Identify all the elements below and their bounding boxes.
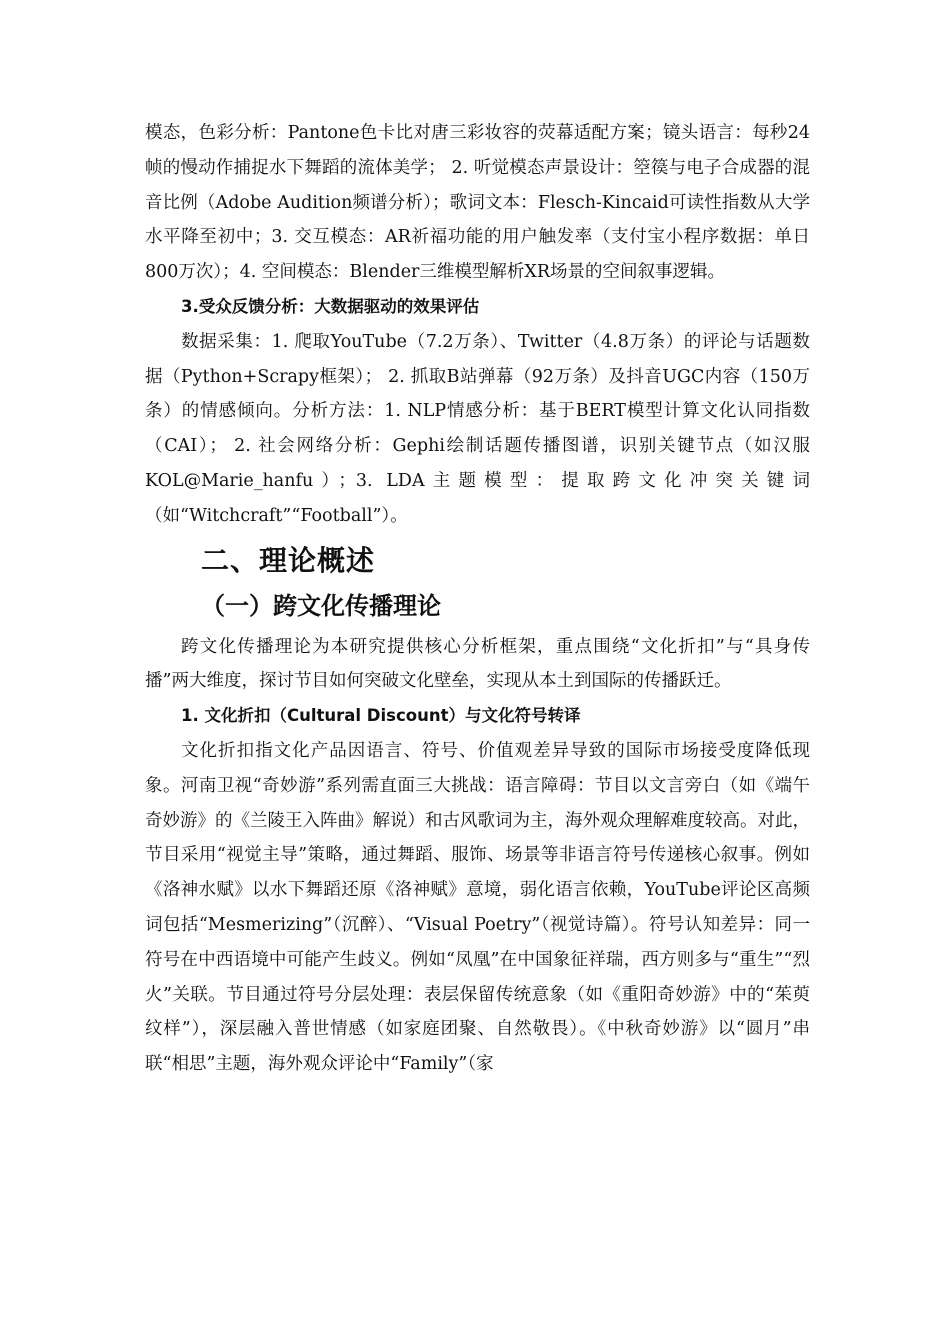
paragraph-theory-intro: 跨文化传播理论为本研究提供核心分析框架，重点围绕“文化折扣”与“具身传播”两大维度，探讨节目如何突破文化壁垒，实现从本土到国际的传播跃迁。 bbox=[145, 636, 810, 692]
heading-audience-feedback: 3.受众反馈分析：大数据驱动的效果评估 bbox=[181, 296, 480, 316]
chapter-heading: 二、理论概述 bbox=[201, 543, 376, 577]
paragraph-modality: 模态，色彩分析：Pantone色卡比对唐三彩妆容的荧幕适配方案；镜头语言：每秒24帧的慢动作捕捉水下舞蹈的流体美学； 2. 听觉模态声景设计：箜篌与电子合成器的混音比例（Adobe Audition频谱分析）；歌词文本：Flesch-Kincaid可读性指数从大学水平降至初中；3. 交互模态：AR祈福功能的用户触发率（支付宝小程序数据：单日800万次）；4. 空间模态：Blender三维模型解析XR场景的空间叙事逻辑。 bbox=[145, 123, 810, 283]
paragraph-data-collection: 数据采集：1. 爬取YouTube（7.2万条）、Twitter（4.8万条）的评论与话题数据（Python+Scrapy框架）； 2. 抓取B站弹幕（92万条）及抖音UGC内容（150万条）的情感倾向。分析方法：1. NLP情感分析：基于BERT模型计算文化认同指数（CAI）； 2. 社会网络分析：Gephi绘制话题传播图谱，识别关键节点（如汉服KOL@Marie_hanfu）；3. LDA主题模型：提取跨文化冲突关键词（如“Witchcraft”“Football”）。 bbox=[145, 331, 810, 526]
heading-cultural-discount: 1. 文化折扣（Cultural Discount）与文化符号转译 bbox=[181, 706, 581, 726]
section-heading: （一）跨文化传播理论 bbox=[201, 591, 441, 620]
paragraph-cultural-discount: 文化折扣指文化产品因语言、符号、价值观差异导致的国际市场接受度降低现象。河南卫视“奇妙游”系列需直面三大挑战：语言障碍：节目以文言旁白（如《端午奇妙游》的《兰陵王入阵曲》解说）和古风歌词为主，海外观众理解难度较高。对此，节目采用“视觉主导”策略，通过舞蹈、服饰、场景等非语言符号传递核心叙事。例如《洛神水赋》以水下舞蹈还原《洛神赋》意境，弱化语言依赖，YouTube评论区高频词包括“Mesmerizing”（沉醉）、“Visual Poetry”（视觉诗篇）。符号认知差异：同一符号在中西语境中可能产生歧义。例如“凤凰”在中国象征祥瑞，西方则多与“重生”“烈火”关联。节目通过符号分层处理：表层保留传统意象（如《重阳奇妙游》中的“茱萸纹样”），深层融入普世情感（如家庭团聚、自然敬畏）。《中秋奇妙游》以“圆月”串联“相思”主题，海外观众评论中“Family”（家 bbox=[145, 740, 810, 1075]
